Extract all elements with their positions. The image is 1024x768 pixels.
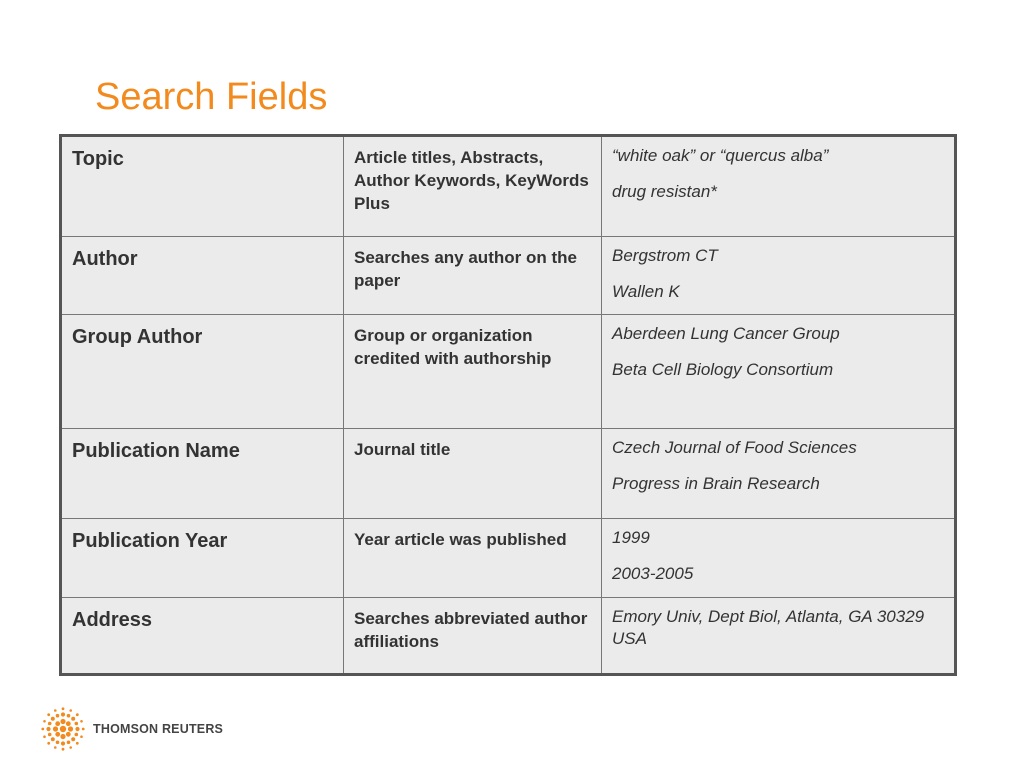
logo-text: THOMSON REUTERS (93, 722, 224, 736)
field-examples (602, 429, 956, 519)
field-description: Group or organization credited with authorship (344, 315, 602, 429)
field-examples (602, 598, 956, 675)
field-examples (602, 136, 956, 237)
example-text: Bergstrom CT (612, 246, 718, 265)
table-row (61, 237, 956, 315)
example-text: 1999 (612, 528, 650, 547)
field-description: Journal title (344, 429, 602, 519)
thomson-reuters-dot-logo-icon (41, 707, 85, 751)
table-row (61, 315, 956, 429)
example-text: Progress in Brain Research (612, 474, 820, 493)
field-description: Year article was published (344, 519, 602, 598)
field-name: Publication Name (61, 429, 344, 519)
field-name: Publication Year (61, 519, 344, 598)
page-title: Search Fields (95, 76, 328, 118)
field-name: Topic (61, 136, 344, 237)
example-text: Aberdeen Lung Cancer Group (612, 324, 840, 343)
table-row (61, 429, 956, 519)
field-description: Searches any author on the paper (344, 237, 602, 315)
table-row (61, 136, 956, 237)
search-fields-table (59, 134, 957, 676)
example-text: drug resistan* (612, 182, 717, 201)
field-description: Searches abbreviated author affiliations (344, 598, 602, 675)
example-text: “white oak” or “quercus alba” (612, 146, 829, 165)
thomson-reuters-logo (41, 707, 223, 751)
example-text: Emory Univ, Dept Biol, Atlanta, GA 30329 USA (612, 607, 925, 648)
table-row (61, 519, 956, 598)
example-text: Czech Journal of Food Sciences (612, 438, 857, 457)
field-examples (602, 237, 956, 315)
table-row (61, 598, 956, 675)
example-text: 2003-2005 (612, 564, 694, 583)
field-examples (602, 315, 956, 429)
field-name: Group Author (61, 315, 344, 429)
field-examples (602, 519, 956, 598)
field-description: Article titles, Abstracts, Author Keywords, KeyWords Plus (344, 136, 602, 237)
example-text: Beta Cell Biology Consortium (612, 360, 834, 379)
field-name: Author (61, 237, 344, 315)
field-name: Address (61, 598, 344, 675)
example-text: Wallen K (612, 282, 680, 301)
